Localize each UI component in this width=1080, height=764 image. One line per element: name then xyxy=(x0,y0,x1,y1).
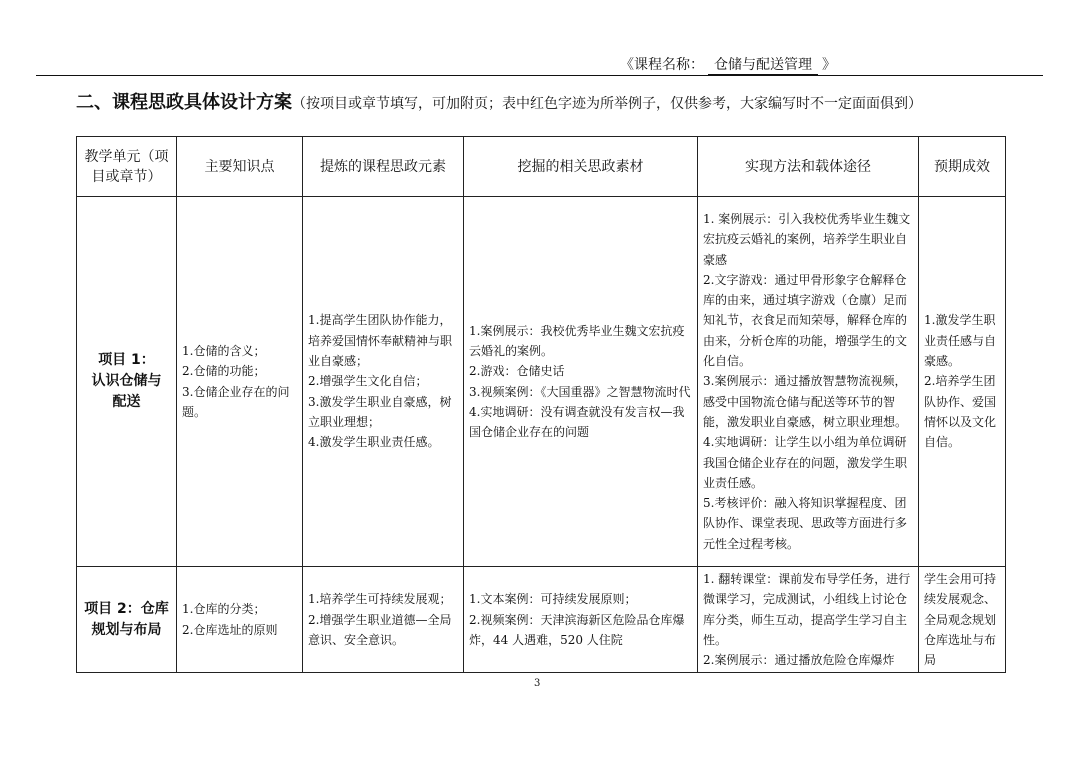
knowledge-cell xyxy=(177,567,303,673)
materials-cell xyxy=(464,197,698,567)
header-rule xyxy=(36,75,1043,76)
elements-cell xyxy=(303,567,464,673)
method-item: 1. 翻转课堂：课前发布导学任务，进行微课学习，完成测试，小组线上讨论仓库分类，师生互动，提高学生学习自主性。 xyxy=(703,572,911,647)
course-name-line xyxy=(620,54,836,75)
element-item: 1.提高学生团队协作能力，培养爱国情怀奉献精神与职业自豪感； xyxy=(308,313,453,369)
outcomes-cell xyxy=(919,567,1006,673)
unit-line: 规划与布局 xyxy=(91,621,162,638)
course-name-value: 仓储与配送管理 xyxy=(708,54,818,75)
outcome-item: 2.培养学生团队协作、爱国情怀以及文化自信。 xyxy=(924,374,997,450)
material-item: 4.实地调研：没有调查就没有发言权—我国仓储企业存在的问题 xyxy=(469,404,685,440)
method-item: 4.实地调研：让学生以小组为单位调研我国仓储企业存在的问题，激发学生职业责任感。 xyxy=(703,435,908,490)
section-title xyxy=(76,88,922,114)
header-cell-outcomes: 预期成效 xyxy=(919,137,1006,197)
course-name-prefix: 《课程名称： xyxy=(620,57,704,73)
outcome-item: 1.激发学生职业责任感与自豪感。 xyxy=(924,313,997,369)
design-plan-table xyxy=(76,136,1006,673)
methods-cell xyxy=(698,197,919,567)
material-item: 1.案例展示：我校优秀毕业生魏文宏抗疫云婚礼的案例。 xyxy=(469,323,685,358)
unit-cell xyxy=(77,197,177,567)
header-cell-knowledge: 主要知识点 xyxy=(177,137,303,197)
methods-cell xyxy=(698,567,919,673)
method-item: 3.案例展示：通过播放智慧物流视频，感受中国物流仓储与配送等环节的智能，激发职业自豪感，树立职业理想。 xyxy=(703,374,908,429)
method-item: 2.文字游戏：通过甲骨形象字仓解释仓库的由来，通过填字游戏（仓廪）足而知礼节，衣食足而知荣辱，解释仓库的由来，分析仓库的功能，增强学生的文化自信。 xyxy=(703,272,908,369)
header-cell-elements: 提炼的课程思政元素 xyxy=(303,137,464,197)
unit-line: 项目 2：仓库 xyxy=(84,600,169,617)
method-item: 2.案例展示：通过播放危险仓库爆炸 xyxy=(703,653,895,668)
knowledge-item: 3.仓储企业存在的问题。 xyxy=(182,384,290,419)
outcomes-cell xyxy=(919,197,1006,567)
unit-cell xyxy=(77,567,177,673)
knowledge-item: 1.仓储的含义； xyxy=(182,343,266,358)
knowledge-item: 2.仓储的功能； xyxy=(182,364,266,379)
header-cell-unit: 教学单元（项目或章节） xyxy=(77,137,177,197)
element-item: 3.激发学生职业自豪感，树立职业理想； xyxy=(308,394,452,429)
unit-line: 认识仓储与 xyxy=(91,373,162,389)
table-row xyxy=(77,567,1006,673)
materials-cell xyxy=(464,567,698,673)
element-item: 1.培养学生可持续发展观； xyxy=(308,592,452,607)
unit-line: 项目 1： xyxy=(98,352,155,368)
element-item: 4.激发学生职业责任感。 xyxy=(308,435,440,450)
page-number: 3 xyxy=(534,678,541,689)
unit-line: 配送 xyxy=(112,394,141,410)
method-item: 1. 案例展示：引入我校优秀毕业生魏文宏抗疫云婚礼的案例，培养学生职业自豪感 xyxy=(703,211,911,267)
material-item: 3.视频案例：《大国重器》之智慧物流时代 xyxy=(469,384,691,399)
material-item: 2.视频案例：天津滨海新区危险品仓库爆炸，44 人遇难，520 人住院 xyxy=(469,612,685,647)
elements-cell xyxy=(303,197,464,567)
knowledge-item: 2.仓库选址的原则 xyxy=(182,622,278,637)
section-heading: 二、课程思政具体设计方案 xyxy=(76,92,292,113)
table-header-row xyxy=(77,137,1006,197)
course-name-suffix: 》 xyxy=(822,57,836,73)
method-item: 5.考核评价：融入将知识掌握程度、团队协作、课堂表现、思政等方面进行多元性全过程考核。 xyxy=(703,496,908,551)
section-note: （按项目或章节填写，可加附页；表中红色字迹为所举例子，仅供参考，大家编写时不一定面面俱到） xyxy=(292,96,922,112)
element-item: 2.增强学生文化自信； xyxy=(308,374,428,389)
header-cell-materials: 挖掘的相关思政素材 xyxy=(464,137,698,197)
material-item: 1.文本案例：可持续发展原则； xyxy=(469,592,637,607)
table-row xyxy=(77,197,1006,567)
material-item: 2.游戏：仓储史话 xyxy=(469,364,565,379)
header-cell-methods: 实现方法和载体途径 xyxy=(698,137,919,197)
element-item: 2.增强学生职业道德—全局意识、安全意识。 xyxy=(308,612,452,647)
outcome-item: 学生会用可持续发展观念、全局观念规划仓库选址与布局 xyxy=(924,572,997,668)
knowledge-item: 1.仓库的分类； xyxy=(182,602,266,617)
knowledge-cell xyxy=(177,197,303,567)
